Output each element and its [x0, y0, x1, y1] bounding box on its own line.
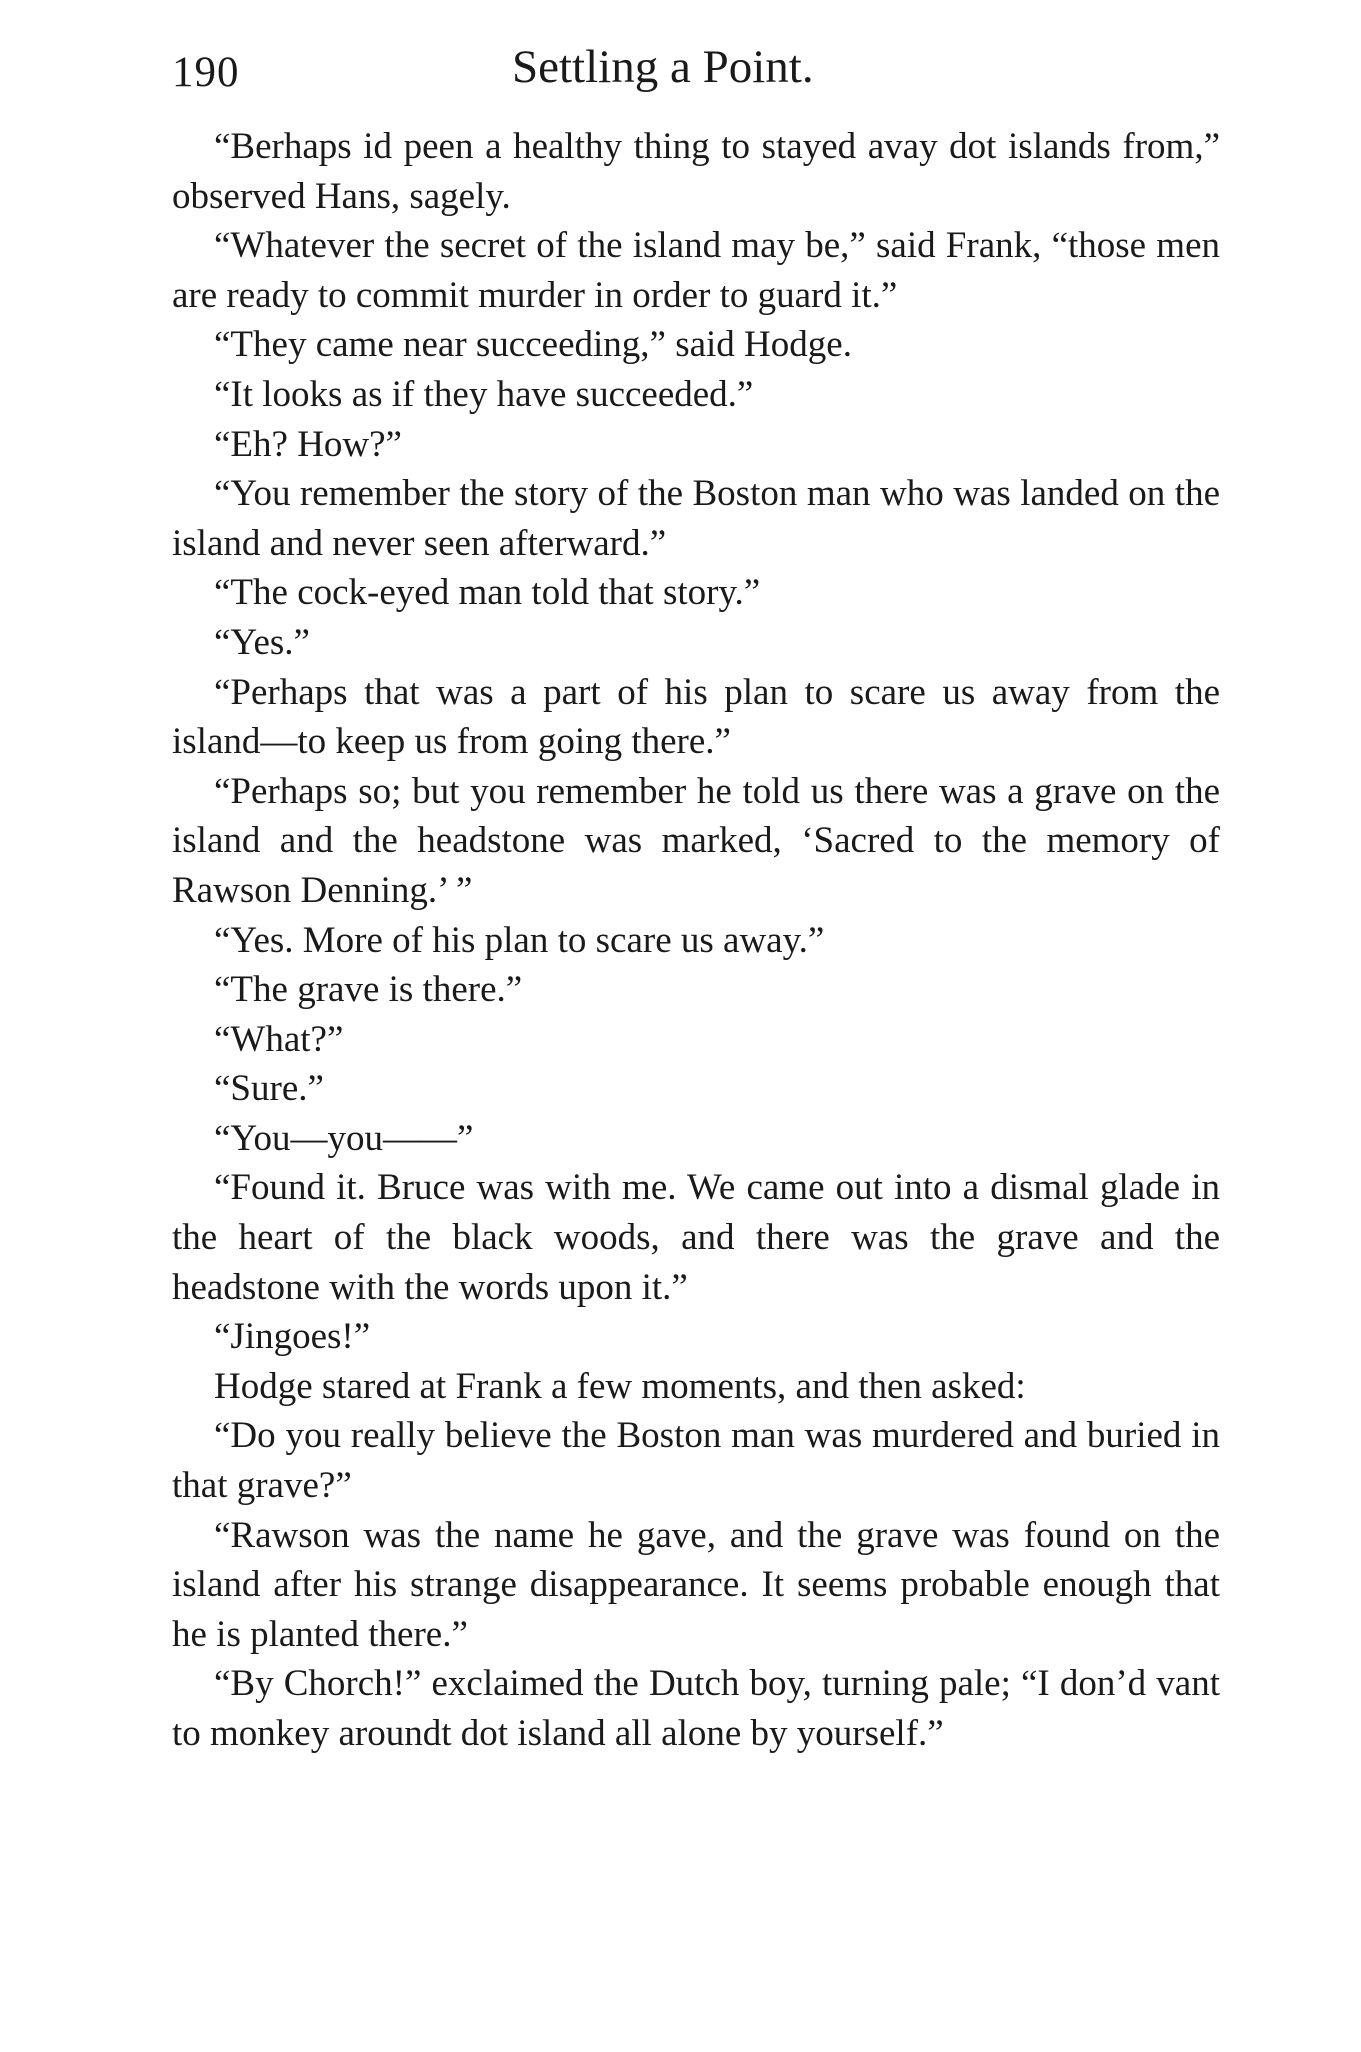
paragraph: “The grave is there.” [214, 969, 523, 1011]
paragraph: “Sure.” [214, 1068, 324, 1110]
body-text [172, 122, 1220, 1759]
paragraph: “What?” [214, 1018, 344, 1060]
paragraph: “The cock-eyed man told that story.” [214, 572, 761, 614]
paragraph: “Found it. Bruce was with me. We came out into a dismal glade in the heart of the black woods, and there was the grave and the headstone with the words upon it.” [172, 1167, 1220, 1308]
paragraph: “Whatever the secret of the island may be,” said Frank, “those men are ready to commit murder in order to guard it.” [172, 225, 1220, 316]
paragraph: “Rawson was the name he gave, and the grave was found on the island after his strange disappearance. It seems probable enough that he is planted there.” [172, 1514, 1220, 1655]
paragraph: “You—you——” [214, 1117, 474, 1159]
paragraph: “They came near succeeding,” said Hodge. [214, 324, 852, 366]
paragraph: “Berhaps id peen a healthy thing to stayed avay dot islands from,” observed Hans, sagely. [172, 126, 1220, 217]
paragraph: “Perhaps that was a part of his plan to scare us away from the island—to keep us from going there.” [172, 671, 1220, 763]
paragraph: “By Chorch!” exclaimed the Dutch boy, turning pale; “I don’d vant to monkey aroundt dot island all alone by yourself.” [172, 1663, 1220, 1754]
paragraph: “It looks as if they have succeeded.” [214, 373, 754, 415]
paragraph: “You remember the story of the Boston man who was landed on the island and never seen afterward.” [172, 473, 1220, 564]
paragraph: “Yes. More of his plan to scare us away.” [214, 919, 825, 961]
paragraph: “Jingoes!” [214, 1316, 371, 1358]
running-title: Settling a Point. [512, 41, 814, 93]
paragraph: “Yes.” [214, 621, 310, 663]
paragraph: “Do you really believe the Boston man was murdered and buried in that grave?” [172, 1415, 1220, 1507]
page-number: 190 [172, 49, 240, 96]
paragraph: Hodge stared at Frank a few moments, and then asked: [214, 1365, 1026, 1407]
running-head [172, 40, 1220, 112]
paragraph: “Perhaps so; but you remember he told us there was a grave on the island and the headstone was marked, ‘Sacred to the memory of Rawson Denning.’ ” [172, 770, 1220, 911]
paragraph: “Eh? How?” [214, 423, 402, 465]
